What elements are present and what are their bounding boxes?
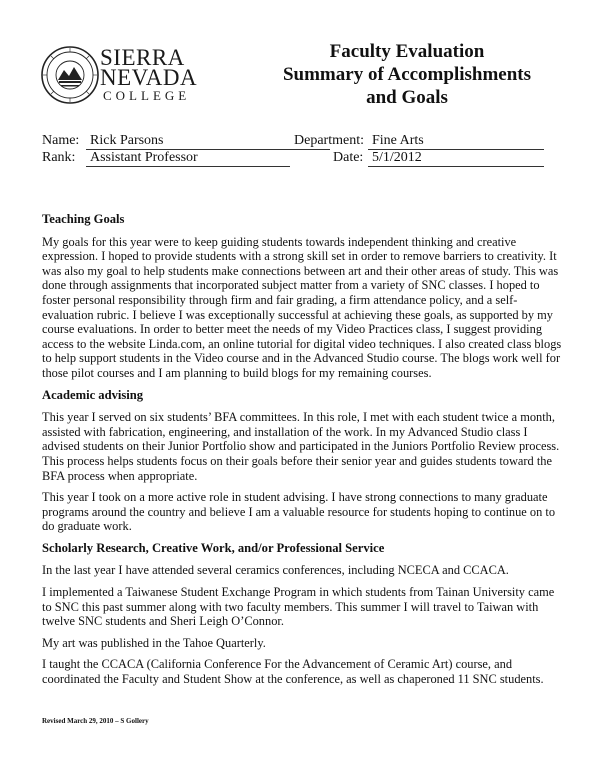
- name-value: Rick Parsons: [86, 133, 330, 150]
- teaching-paragraph-1: My goals for this year were to keep guiding students towards independent thinking and creative expression. I hoped to provide students with a strong skill set in order to remove barriers to creativity. It was also my goal to help students make connections between art and their other areas of study. This was done through assignments that incorporated subject matter from a variety of SNC classes. I hoped to foster personal responsibility through firm and fair grading, a firm attendance policy, and a self-evaluation rubric. I believe I was exceptionally successful at achieving these goals, as supported by my course evaluations. In order to better meet the needs of my Video Practices class, I suggest providing access to the website Linda.com, an online tutorial for digital video techniques. I also created class blogs to help support students in the Video course and in the Advanced Studio course. The blogs work well for those pilot courses and I am planning to build blogs for my remaining courses.: [42, 234, 562, 380]
- evaluation-content: [42, 212, 563, 694]
- logo-word-college: COLLEGE: [103, 88, 191, 103]
- research-paragraph-2: I implemented a Taiwanese Student Exchange Program in which students from Tainan University came to SNC this past summer along with two faculty members. This summer I will travel to Taiwan with twelve SNC students and Sheri Leigh O’Connor.: [42, 585, 555, 629]
- date-value: 5/1/2012: [368, 150, 544, 167]
- rank-label: Rank:: [42, 150, 76, 165]
- title-line-2: Summary of Accomplishments: [282, 64, 532, 85]
- research-paragraph-3: My art was published in the Tahoe Quarterly.: [42, 635, 266, 650]
- teaching-goals-heading: Teaching Goals: [42, 212, 125, 226]
- advising-paragraph-1: This year I served on six students’ BFA committees. In this role, I met with each student twice a month, assisted with fabrication, engineering, and installation of the work. In my Advanced Studio class I advised students on their Junior Portfolio show and participated in the Juniors Portfolio Review process. This process helps students focus on their goals before their senior year and guides students toward the BFA process when appropriate.: [42, 410, 560, 483]
- research-paragraph-4: I taught the CCACA (California Conference For the Advancement of Ceramic Art) course, and coordinated the Faculty and Student Show at the conference, as well as chaperoned 11 SNC students.: [42, 657, 544, 687]
- research-paragraph-1: In the last year I have attended several ceramics conferences, including NCECA and CCACA.: [42, 563, 509, 578]
- college-seal-icon: [40, 44, 100, 106]
- rank-value: Assistant Professor: [86, 150, 290, 167]
- title-line-1: Faculty Evaluation: [329, 41, 485, 62]
- date-label: Date:: [333, 150, 364, 165]
- name-label: Name:: [42, 133, 80, 148]
- advising-paragraph-2: This year I took on a more active role in student advising. I have strong connections to many graduate programs around the country and believe I am a valuable resource for students hoping to continue on to do graduate work.: [42, 490, 556, 534]
- college-logo: [40, 44, 200, 108]
- logo-word-nevada: NEVADA: [100, 65, 198, 90]
- revision-footer: Revised March 29, 2010 – S Gollery: [42, 717, 149, 725]
- department-value: Fine Arts: [368, 133, 544, 150]
- document-title: [262, 40, 552, 109]
- logo-word-sierra: SIERRA: [100, 45, 185, 70]
- academic-advising-heading: Academic advising: [42, 387, 144, 402]
- college-wordmark: [100, 45, 204, 104]
- title-line-3: and Goals: [366, 87, 448, 108]
- department-label: Department:: [294, 133, 364, 148]
- research-heading: Scholarly Research, Creative Work, and/or Professional Service: [42, 540, 385, 555]
